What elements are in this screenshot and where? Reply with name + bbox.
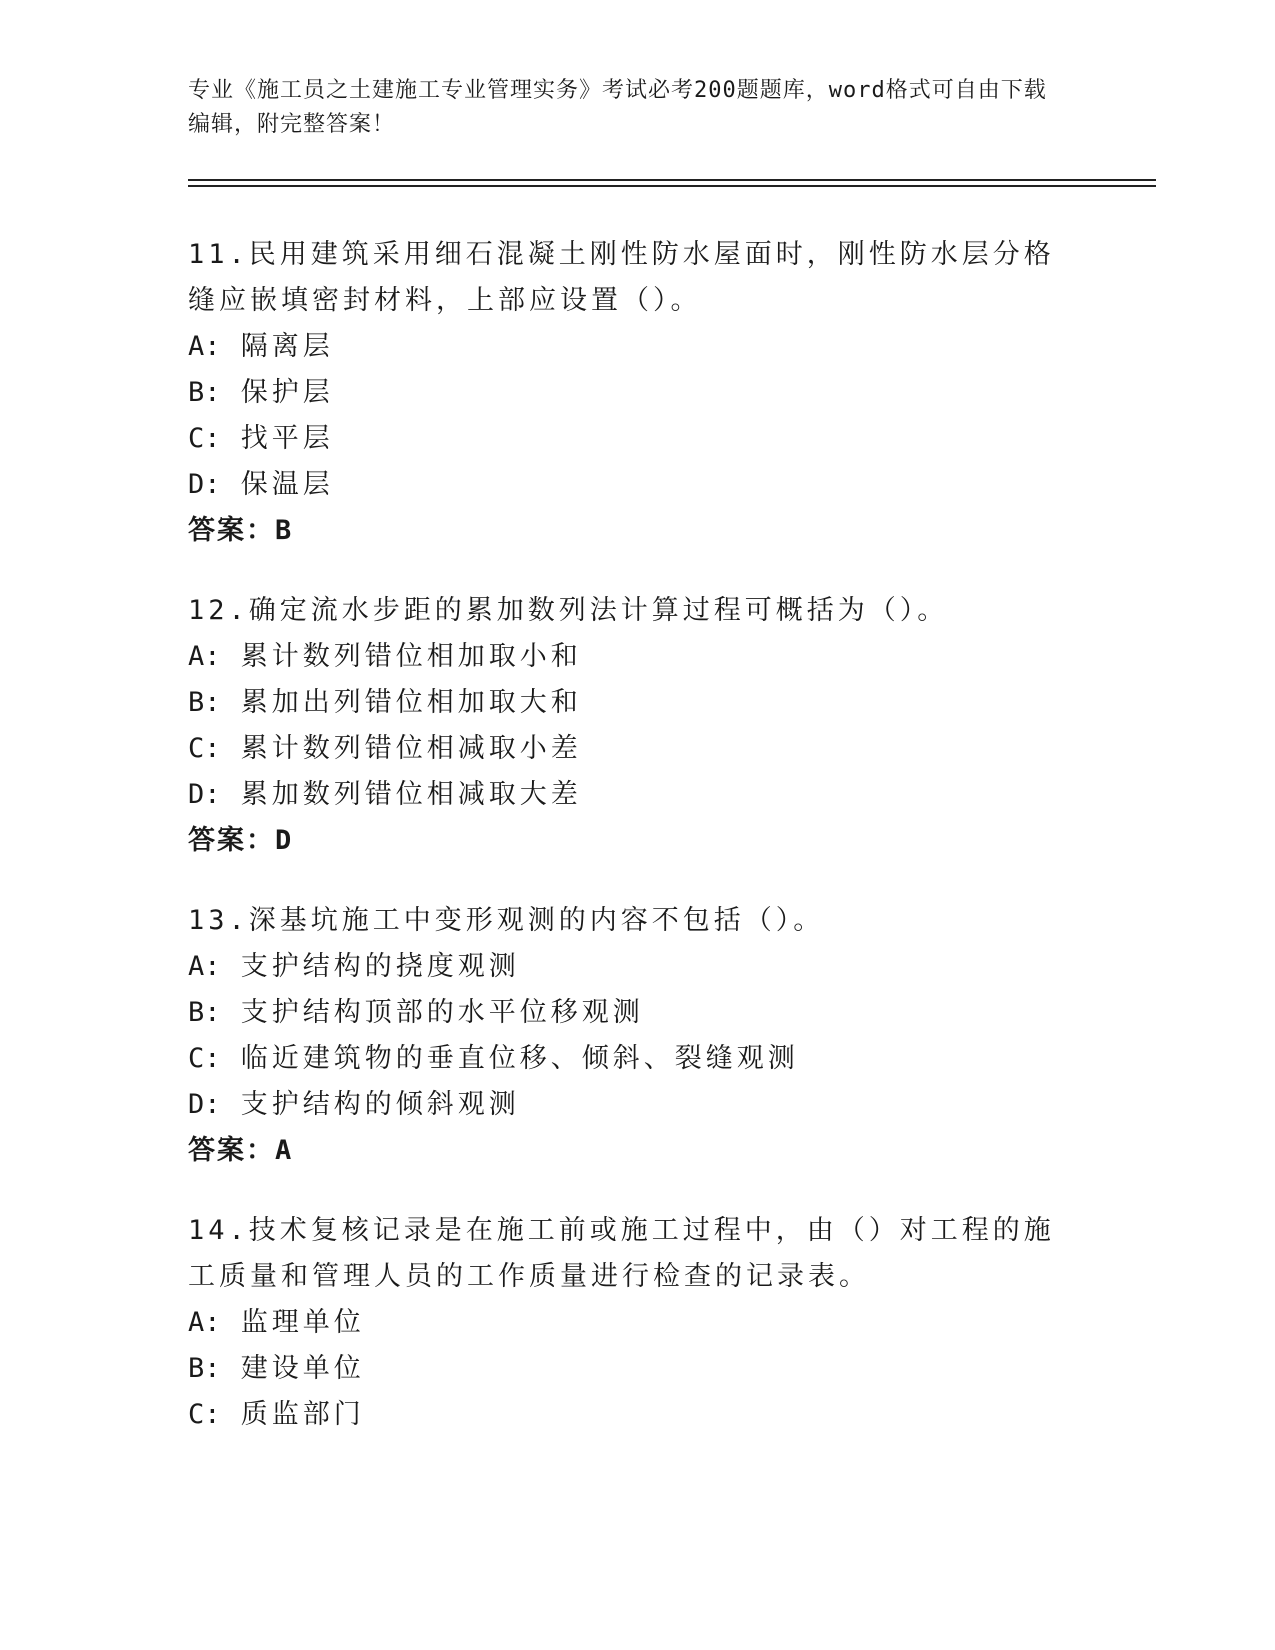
option-text: 支护结构的倾斜观测 [240,1089,520,1120]
option-text: 支护结构的挠度观测 [240,951,520,982]
option-c [188,1036,1088,1082]
header-rule-bottom [188,185,1156,187]
option-text: 累加数列错位相减取大差 [240,779,582,810]
option-letter: B: [188,687,221,718]
answer-line: 答案：A [188,1135,294,1166]
option-b [188,1346,1088,1392]
option-c [188,726,1088,772]
option-letter: B: [188,377,221,408]
question-item [188,232,1088,554]
option-text: 保护层 [240,377,334,408]
header-rule-top [188,179,1156,181]
option-text: 建设单位 [240,1353,365,1384]
question-item [188,588,1088,864]
question-text: 11.民用建筑采用细石混凝土刚性防水屋面时，刚性防水层分格缝应嵌填密封材料，上部应设置（）。 [188,239,1055,316]
option-text: 临近建筑物的垂直位移、倾斜、裂缝观测 [240,1043,799,1074]
question-item [188,1208,1088,1438]
option-a [188,324,1088,370]
option-c [188,1392,1088,1438]
option-letter: A: [188,1307,221,1338]
option-letter: A: [188,641,221,672]
option-letter: A: [188,331,221,362]
question-text: 14.技术复核记录是在施工前或施工过程中，由（）对工程的施工质量和管理人员的工作质量进行检查的记录表。 [188,1215,1055,1292]
option-text: 保温层 [240,469,334,500]
question-text: 13.深基坑施工中变形观测的内容不包括（）。 [188,905,825,936]
option-text: 隔离层 [240,331,334,362]
option-a [188,1300,1088,1346]
option-b [188,990,1088,1036]
option-letter: C: [188,1399,221,1430]
option-d [188,1082,1088,1128]
option-d [188,462,1088,508]
option-text: 找平层 [240,423,334,454]
option-letter: D: [188,1089,221,1120]
option-text: 累加出列错位相加取大和 [240,687,582,718]
option-letter: B: [188,997,221,1028]
option-letter: A: [188,951,221,982]
option-text: 累计数列错位相减取小差 [240,733,582,764]
option-b [188,370,1088,416]
answer-line: 答案：D [188,825,294,856]
answer-line: 答案：B [188,515,294,546]
option-c [188,416,1088,462]
option-b [188,680,1088,726]
option-letter: C: [188,733,221,764]
question-item [188,898,1088,1174]
option-text: 监理单位 [240,1307,365,1338]
question-list [188,232,1088,1472]
option-text: 支护结构顶部的水平位移观测 [240,997,644,1028]
option-text: 质监部门 [240,1399,365,1430]
option-letter: C: [188,423,221,454]
question-text: 12.确定流水步距的累加数列法计算过程可概括为（）。 [188,595,949,626]
option-letter: D: [188,779,221,810]
option-letter: B: [188,1353,221,1384]
option-letter: C: [188,1043,221,1074]
option-a [188,944,1088,990]
option-d [188,772,1088,818]
option-letter: D: [188,469,221,500]
document-header: 专业《施工员之土建施工专业管理实务》考试必考200题题库，word格式可自由下载编辑，附完整答案！ [188,78,1047,137]
option-text: 累计数列错位相加取小和 [240,641,582,672]
option-a [188,634,1088,680]
